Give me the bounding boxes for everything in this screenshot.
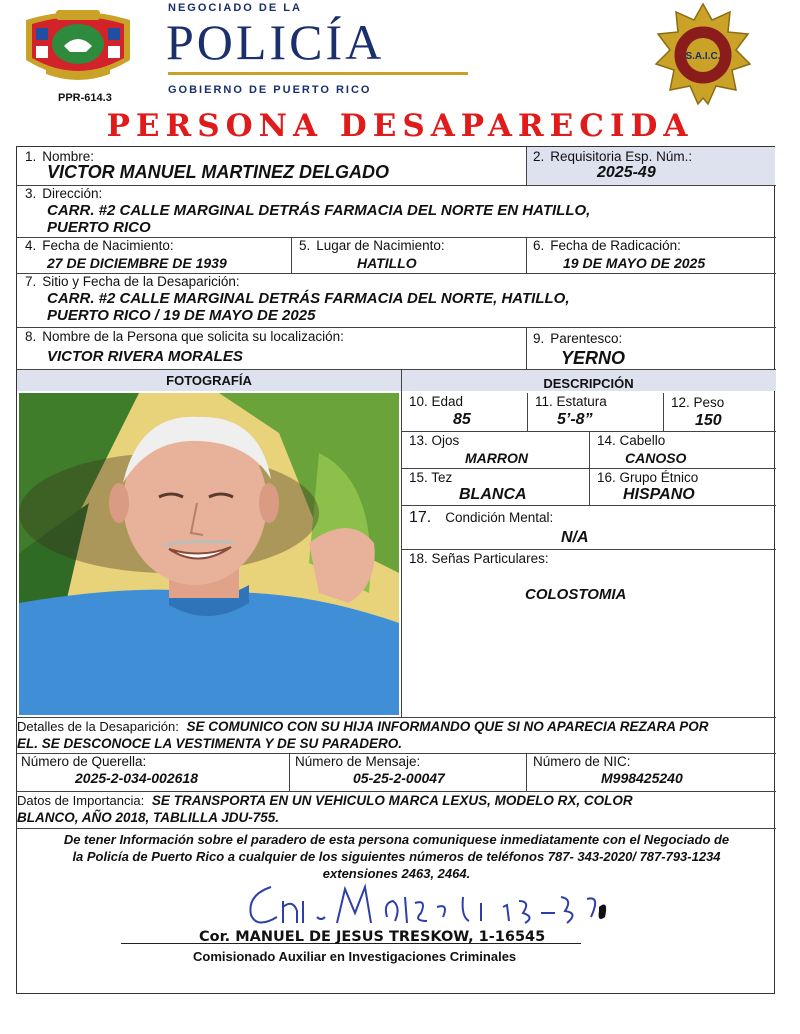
detalles-label: Detalles de la Desaparición: — [17, 719, 179, 734]
nic-value: M998425240 — [601, 770, 683, 786]
solicita-label: 8. Nombre de la Persona que solicita su localización: — [25, 329, 344, 344]
lugar-value: HATILLO — [357, 255, 417, 271]
mensaje-value: 05-25-2-00047 — [353, 770, 445, 786]
police-star-badge-icon — [650, 2, 756, 110]
divider — [401, 505, 776, 506]
sitio-value-line1: CARR. #2 CALLE MARGINAL DETRÁS FARMACIA DEL NORTE, HATILLO, — [47, 290, 570, 307]
direccion-value-line1: CARR. #2 CALLE MARGINAL DETRÁS FARMACIA DEL NORTE EN HATILLO, — [47, 202, 591, 219]
requisitoria-value: 2025-49 — [597, 164, 656, 181]
peso-value: 150 — [695, 412, 722, 429]
document-header — [0, 0, 800, 112]
importancia-value-line1: SE TRANSPORTA EN UN VEHICULO MARCA LEXUS, MODELO RX, COLOR — [151, 793, 633, 808]
direccion-value-line2: PUERTO RICO — [47, 219, 151, 236]
direccion-label: 3. Dirección: — [25, 186, 103, 201]
form-code: PPR-614.3 — [58, 92, 112, 104]
ojos-label: 13. Ojos — [409, 433, 460, 448]
senas-value: COLOSTOMIA — [525, 586, 627, 603]
parentesco-label: 9. Parentesco: — [533, 331, 623, 346]
handwritten-signature — [237, 877, 617, 937]
radicacion-label: 6. Fecha de Radicación: — [533, 238, 681, 253]
estatura-value: 5’-8” — [557, 411, 593, 428]
querella-label: Número de Querella: — [21, 754, 147, 769]
divider — [663, 393, 664, 431]
nombre-label: 1. Nombre: — [25, 149, 95, 164]
contact-note-line3: extensiones 2463, 2464. — [322, 866, 471, 881]
fotografia-header: FOTOGRAFÍA — [166, 373, 252, 388]
detalles-line1 — [17, 719, 776, 734]
tez-value: BLANCA — [459, 486, 527, 503]
policia-wordmark: POLICÍA — [166, 14, 385, 70]
cabello-label: 14. Cabello — [597, 433, 666, 448]
grupo-etnico-value: HISPANO — [623, 486, 695, 503]
divider — [401, 549, 776, 550]
nombre-value: VICTOR MANUEL MARTINEZ DELGADO — [47, 162, 390, 182]
missing-person-form — [16, 146, 775, 994]
portrait-illustration — [19, 393, 399, 715]
puerto-rico-coat-of-arms-icon — [16, 2, 140, 90]
edad-value: 85 — [453, 411, 471, 428]
divider — [291, 237, 292, 273]
nacimiento-value: 27 DE DICIEMBRE DE 1939 — [47, 255, 227, 271]
senas-label: 18. Señas Particulares: — [409, 551, 549, 566]
divider — [289, 753, 290, 791]
lugar-label: 5. Lugar de Nacimiento: — [299, 238, 445, 253]
contact-note-line2: la Policía de Puerto Rico a cualquier de los siguientes números de teléfonos 787- 343-2020/ 787-793-1234 — [72, 849, 721, 864]
querella-value: 2025-2-034-002618 — [75, 770, 198, 786]
condicion-mental-value: N/A — [561, 529, 589, 546]
detalles-value-line2: EL. SE DESCONOCE LA VESTIMENTA Y DE SU PARADERO. — [17, 736, 403, 751]
cabello-value: CANOSO — [625, 450, 687, 466]
sitio-value-line2: PUERTO RICO / 19 DE MAYO DE 2025 — [47, 307, 316, 324]
divider — [401, 468, 776, 469]
radicacion-value: 19 DE MAYO DE 2025 — [563, 255, 706, 271]
sitio-label: 7. Sitio y Fecha de la Desaparición: — [25, 274, 240, 289]
parentesco-value: YERNO — [561, 348, 626, 368]
divider — [527, 393, 528, 431]
detalles-value-line1: SE COMUNICO CON SU HIJA INFORMANDO QUE SI NO APARECIA REZARA POR — [186, 719, 709, 734]
nacimiento-label: 4. Fecha de Nacimiento: — [25, 238, 174, 253]
edad-label: 10. Edad — [409, 394, 464, 409]
solicita-value: VICTOR RIVERA MORALES — [47, 348, 243, 365]
divider — [17, 185, 776, 186]
gobierno-label: GOBIERNO DE PUERTO RICO — [168, 84, 372, 96]
estatura-label: 11. Estatura — [535, 394, 607, 409]
descripcion-header: DESCRIPCIÓN — [543, 376, 634, 391]
divider — [526, 147, 527, 185]
contact-note-line1: De tener Información sobre el paradero de esta persona comuniquese inmediatamente con el Negociado de — [63, 832, 730, 847]
divider — [17, 717, 776, 718]
signer-title: Comisionado Auxiliar en Investigaciones Criminales — [193, 949, 517, 964]
header-divider — [168, 72, 468, 75]
condicion-mental-label: 17. Condición Mental: — [409, 509, 554, 526]
negociado-label: NEGOCIADO DE LA — [168, 2, 302, 14]
nic-label: Número de NIC: — [533, 754, 631, 769]
divider — [17, 828, 776, 829]
divider — [17, 791, 776, 792]
tez-label: 15. Tez — [409, 470, 453, 485]
divider — [526, 327, 527, 369]
missing-person-photo — [19, 393, 399, 715]
divider — [526, 237, 527, 273]
importancia-label: Datos de Importancia: — [17, 793, 145, 808]
signer-name: Cor. MANUEL DE JESUS TRESKOW, 1-16545 — [199, 929, 546, 945]
page-title: PERSONA DESAPARECIDA — [106, 108, 694, 144]
mensaje-label: Número de Mensaje: — [295, 754, 421, 769]
divider — [401, 369, 402, 717]
divider — [526, 753, 527, 791]
importancia-line1 — [17, 793, 776, 808]
badge-center-text: S.A.I.C. — [685, 51, 721, 62]
requisitoria-label: 2. Requisitoria Esp. Núm.: — [533, 149, 693, 164]
importancia-value-line2: BLANCO, AÑO 2018, TABLILLA JDU-755. — [17, 810, 280, 825]
grupo-etnico-label: 16. Grupo Étnico — [597, 470, 699, 485]
peso-label: 12. Peso — [671, 395, 725, 410]
divider — [17, 327, 776, 328]
ojos-value: MARRON — [465, 450, 528, 466]
signature-icon — [237, 877, 617, 937]
